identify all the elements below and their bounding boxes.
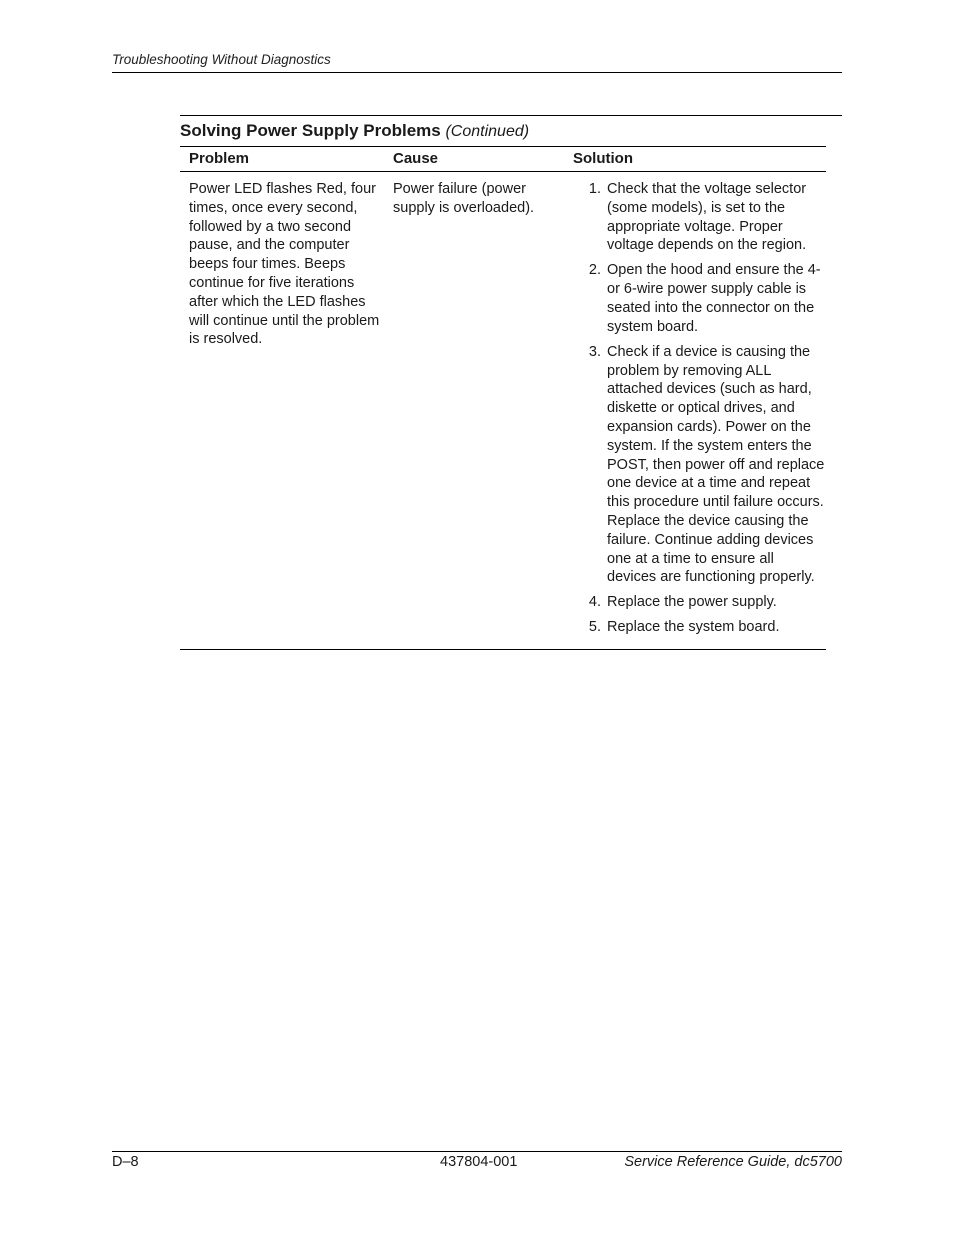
step-text: Replace the power supply.: [607, 594, 777, 611]
table-header-row: [180, 147, 826, 172]
solution-step: [573, 180, 826, 255]
table-top-rule: [180, 115, 842, 116]
power-supply-table: [180, 115, 842, 650]
column-header-solution: Solution: [564, 147, 826, 172]
step-text: Check that the voltage selector (some models), is set to the appropriate voltage. Proper voltage depends on the region.: [607, 181, 807, 254]
problem-cell: Power LED flashes Red, four times, once every second, followed by a two second pause, and the computer beeps four times. Beeps continue for five iterations after which the LED flashes will continue until the problem is resolved.: [180, 172, 384, 650]
solution-step: [573, 261, 826, 336]
table-title: [180, 120, 842, 146]
step-text: Open the hood and ensure the 4- or 6-wire power supply cable is seated into the connector on the system board.: [607, 262, 821, 335]
solution-step: [573, 343, 826, 587]
header-rule: [112, 72, 842, 73]
cause-cell: Power failure (power supply is overloaded).: [384, 172, 564, 650]
running-head: Troubleshooting Without Diagnostics: [112, 52, 331, 67]
footer-rule: [112, 1151, 842, 1152]
solution-step: [573, 618, 826, 637]
solution-step: [573, 593, 826, 612]
document-number: 437804-001: [440, 1154, 518, 1170]
step-text: Replace the system board.: [607, 619, 780, 636]
step-number: 4.: [588, 594, 601, 611]
step-number: 1.: [588, 181, 601, 197]
step-text: Check if a device is causing the problem by removing ALL attached devices (such as hard, diskette or optical drives, and expansion cards). Power on the system. If the system enters the POST, then power off and replace one device at a time and repeat this procedure until failure occurs. Replace the device causing the failure. Continue adding devices one at a time to ensure all devices are functioning properly.: [607, 343, 825, 586]
column-header-problem: Problem: [180, 147, 384, 172]
guide-title: Service Reference Guide, dc5700: [624, 1154, 842, 1170]
step-number: 3.: [588, 343, 601, 360]
problem-table: [180, 146, 826, 650]
solution-list: [573, 180, 826, 637]
step-number: 2.: [588, 262, 601, 279]
step-number: 5.: [588, 619, 601, 636]
solution-cell: [564, 172, 826, 650]
table-row: [180, 172, 826, 650]
table-title-text: Solving Power Supply Problems: [180, 121, 441, 140]
column-header-cause: Cause: [384, 147, 564, 172]
page-number: D–8: [112, 1154, 139, 1170]
table-title-suffix: (Continued): [445, 123, 530, 140]
